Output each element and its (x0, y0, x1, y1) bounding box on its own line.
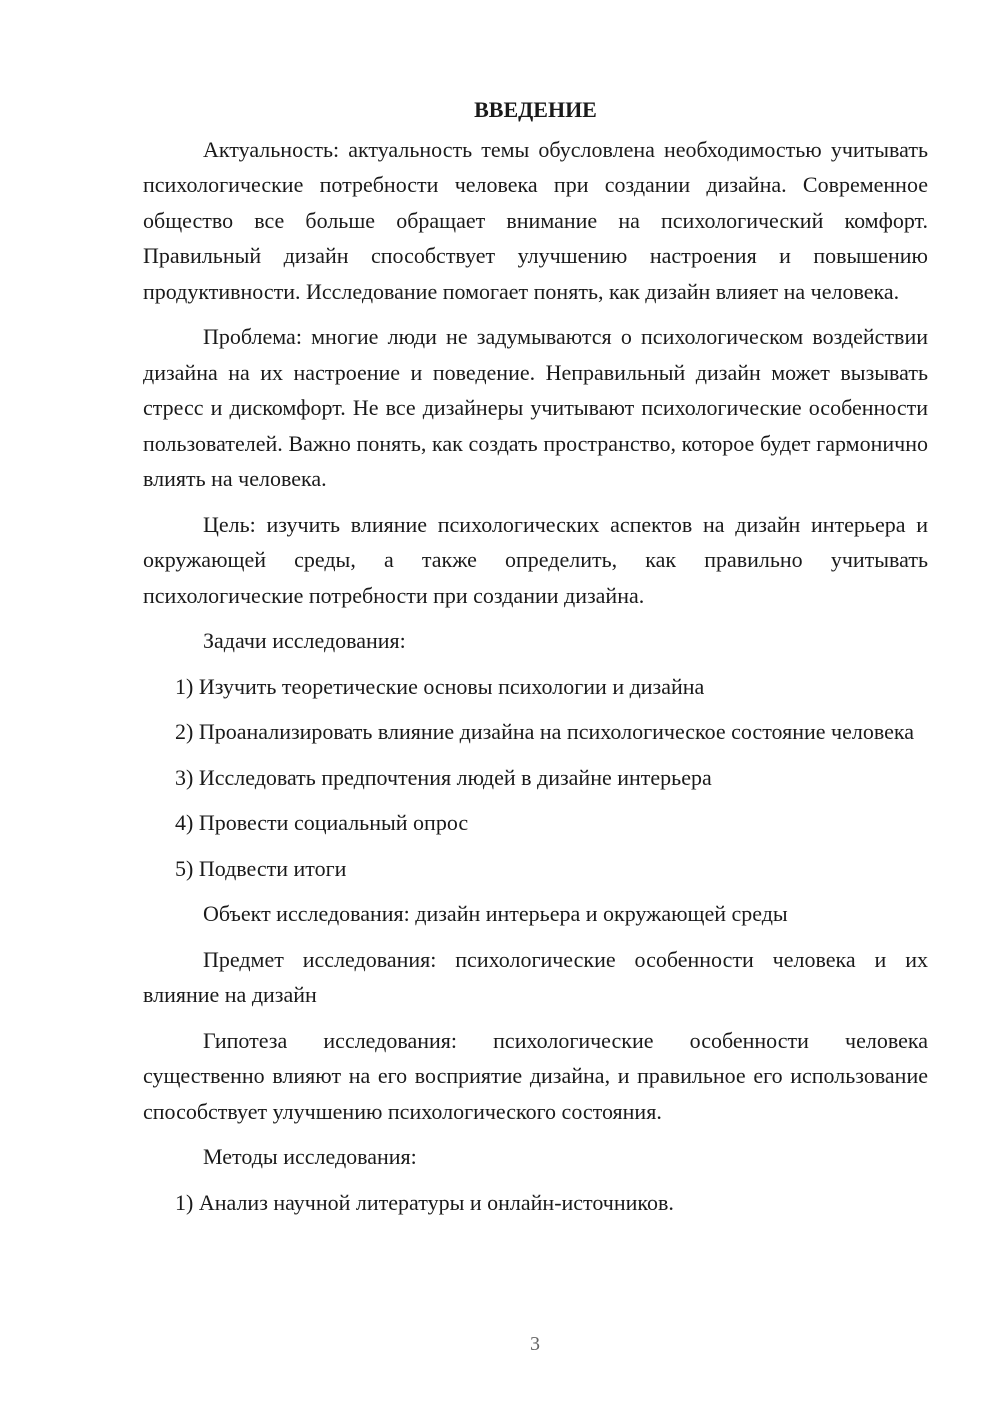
problem-paragraph: Проблема: многие люди не задумываются о психологическом воздействии дизайна на их настроение и поведение. Неправильный дизайн может вызывать стресс и дискомфорт. Не все дизайнеры учитывают психологические особенности пользователей. Важно понять, как создать пространство, которое будет гармонично влиять на человека. (143, 324, 928, 491)
method-item: 1) Анализ научной литературы и онлайн-источников. (175, 1189, 674, 1215)
subject-paragraph: Предмет исследования: психологические особенности человека и их влияние на дизайн (143, 946, 928, 1007)
task-item: 4) Провести социальный опрос (175, 810, 469, 835)
task-item: 3) Исследовать предпочтения людей в дизайне интерьера (175, 764, 712, 790)
methods-heading: Методы исследования: (203, 1144, 417, 1169)
methods-list (143, 1185, 928, 1221)
object-paragraph: Объект исследования: дизайн интерьера и окружающей среды (203, 901, 788, 926)
tasks-list (143, 669, 928, 887)
page-number: 3 (530, 1333, 540, 1355)
document-page (143, 92, 928, 1230)
tasks-heading: Задачи исследования: (203, 628, 406, 653)
task-item: 5) Подвести итоги (175, 855, 347, 881)
task-item: 1) Изучить теоретические основы психологии и дизайна (175, 673, 705, 699)
relevance-paragraph: Актуальность: актуальность темы обусловлена необходимостью учитывать психологические потребности человека при создании дизайна. Современное общество все больше обращает внимание на психологический комфорт. Правильный дизайн способствует улучшению настроения и повышению продуктивности. Исследование помогает понять, как дизайн влияет на человека. (143, 136, 928, 304)
goal-paragraph: Цель: изучить влияние психологических аспектов на дизайн интерьера и окружающей среды, а также определить, как правильно учитывать психологические потребности при создании дизайна. (143, 511, 928, 608)
page-title: ВВЕДЕНИЕ (474, 97, 597, 122)
hypothesis-paragraph: Гипотеза исследования: психологические особенности человека существенно влияют на его восприятие дизайна, и правильное его использование способствует улучшению психологического состояния. (143, 1027, 928, 1124)
task-item: 2) Проанализировать влияние дизайна на психологическое состояние человека (175, 719, 914, 744)
